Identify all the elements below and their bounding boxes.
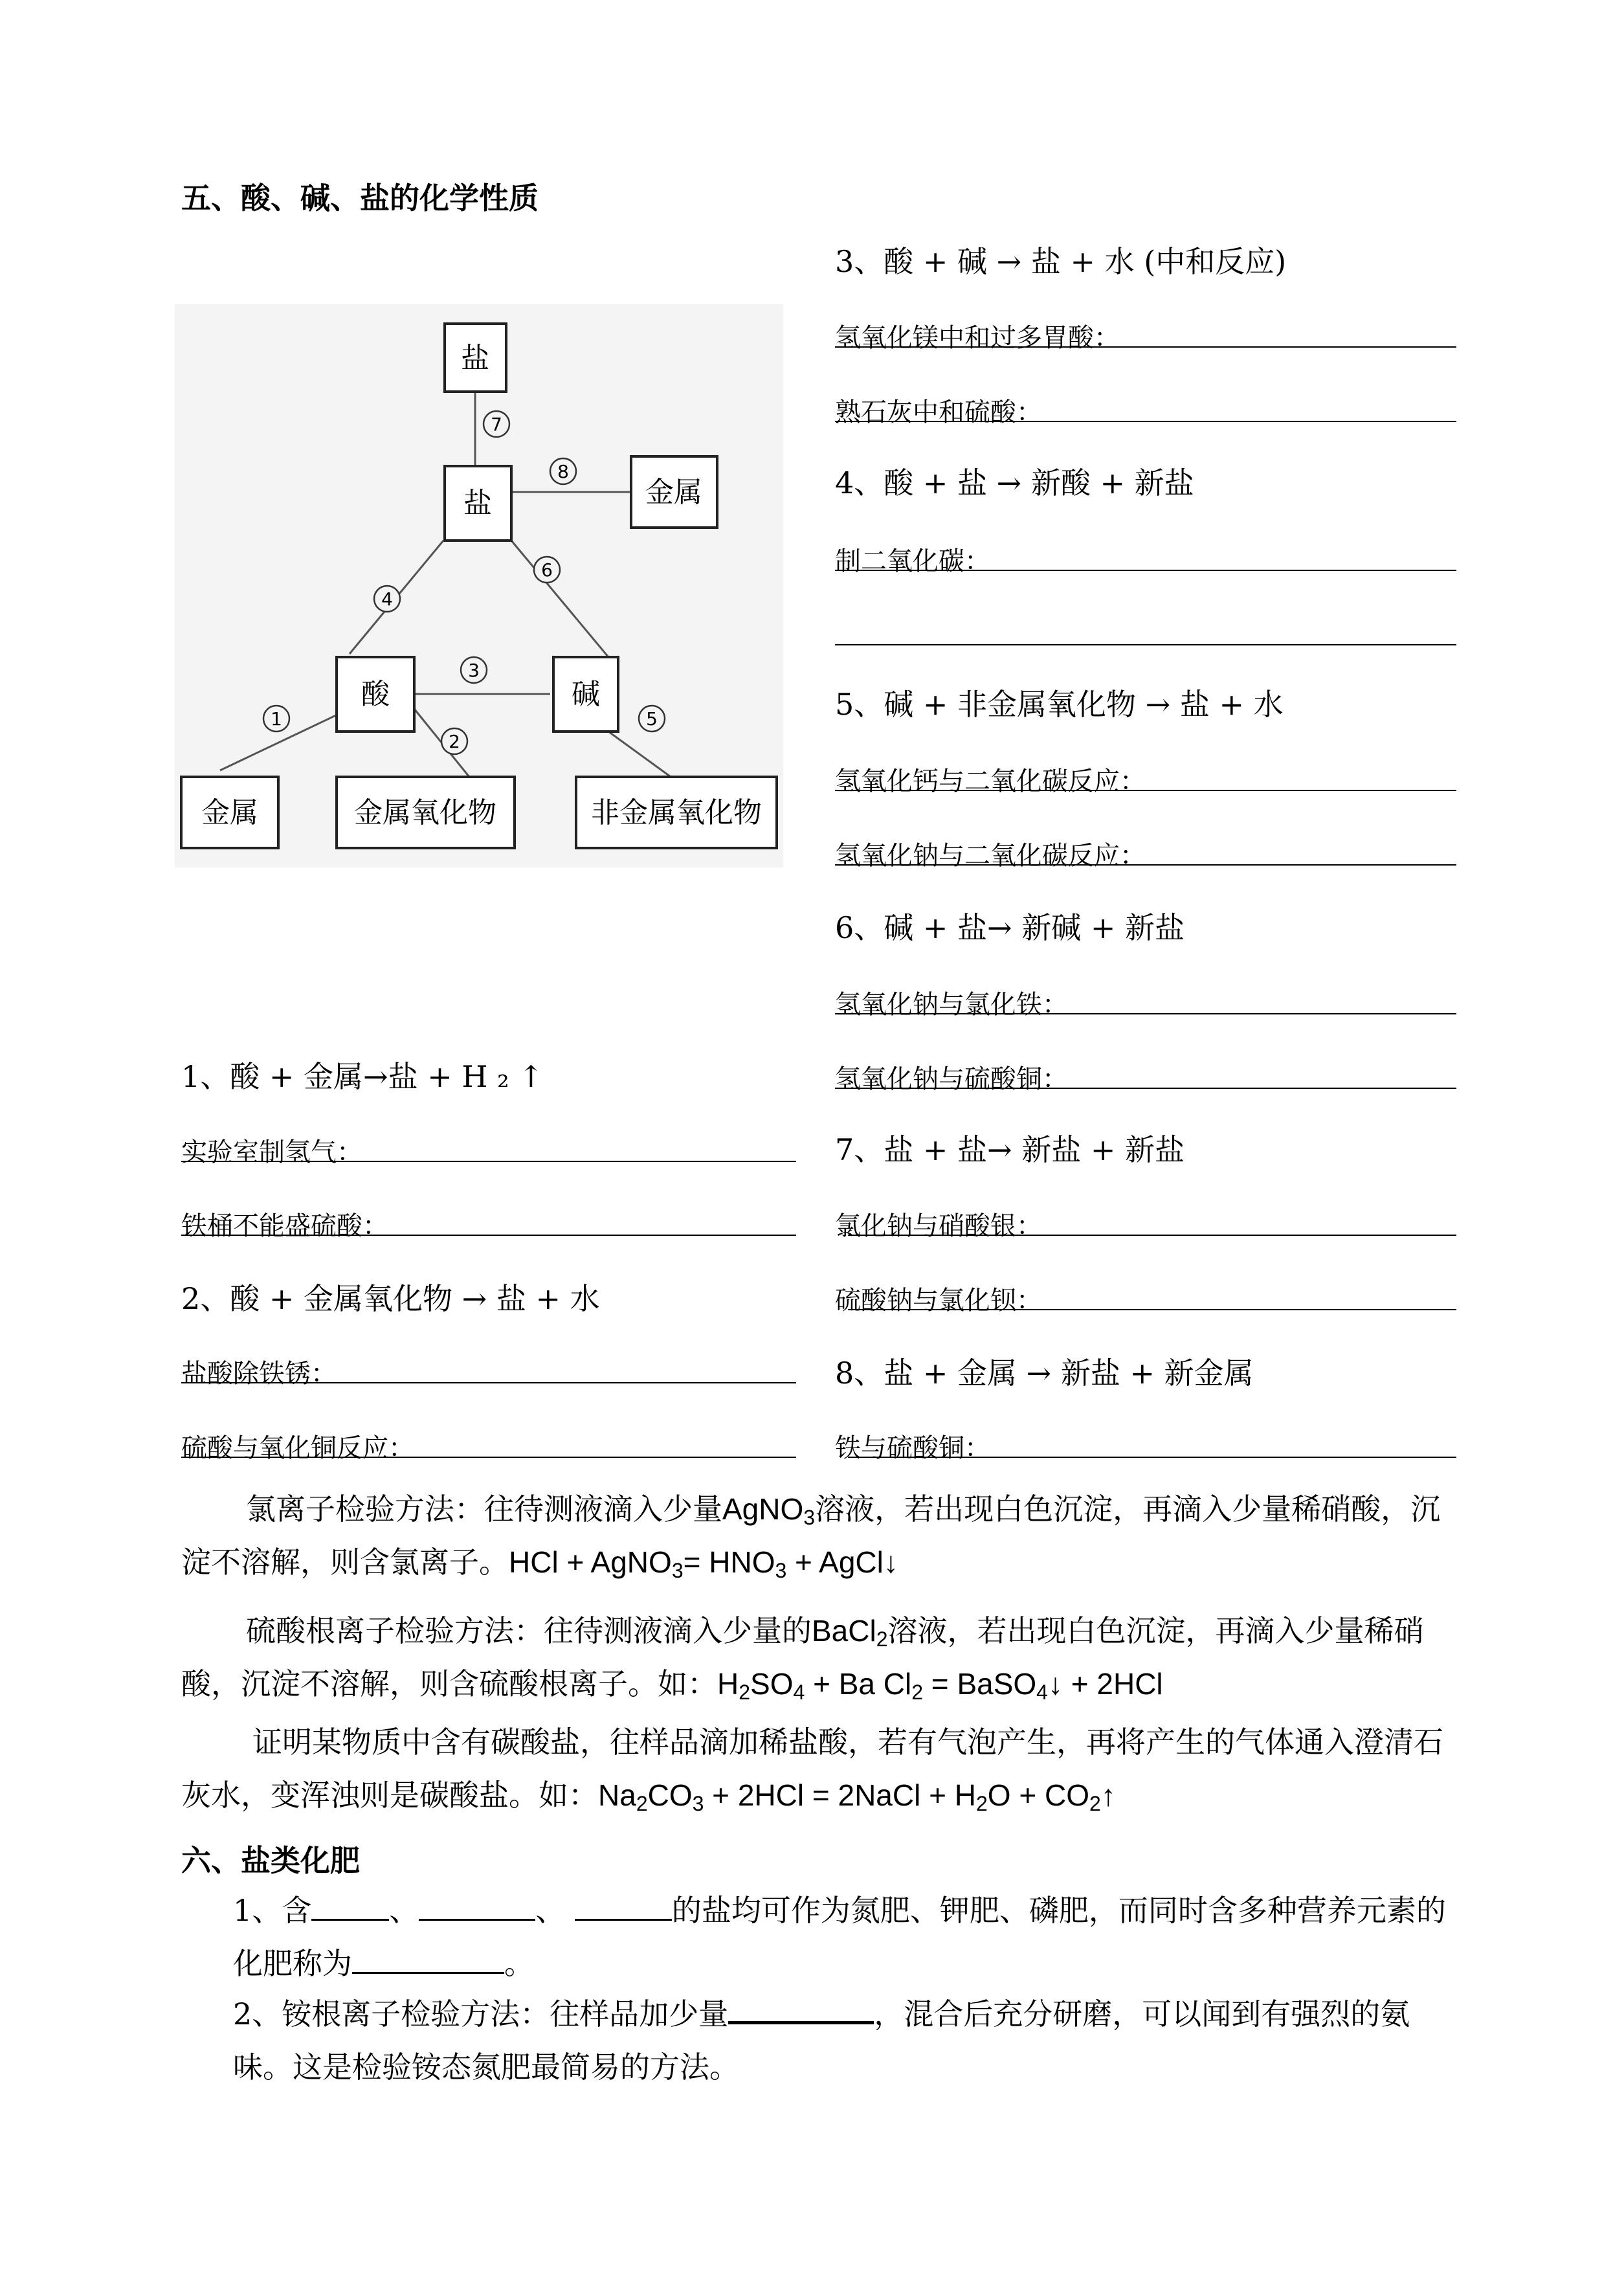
edge-number-6: 6 (541, 559, 553, 581)
exercise-label: 盐酸除铁锈： (181, 1359, 337, 1389)
edge-number-3: 3 (468, 660, 480, 681)
answer-line[interactable] (835, 864, 1456, 866)
label-metal-right: 金属 (645, 476, 702, 509)
edge-number-8: 8 (557, 461, 569, 482)
rule-3: 3、酸 + 碱 → 盐 + 水 (中和反应) (835, 244, 1287, 279)
answer-line[interactable] (181, 1235, 796, 1236)
exercise-label: 铁与硫酸铜： (835, 1433, 990, 1463)
exercise-label: 氢氧化钙与二氧化碳反应： (835, 766, 1146, 796)
label-metal-oxide: 金属氧化物 (354, 796, 496, 829)
edge-number-7: 7 (491, 414, 502, 435)
answer-line[interactable] (181, 1457, 796, 1458)
edge-number-1: 1 (271, 708, 282, 730)
label-salt-top: 盐 (461, 342, 489, 375)
rule-1: 1、酸 + 金属→盐 + H ₂ ↑ (181, 1059, 544, 1094)
rule-2: 2、酸 + 金属氧化物 → 盐 + 水 (181, 1281, 600, 1316)
rule-4: 4、酸 + 盐 → 新酸 + 新盐 (835, 465, 1194, 500)
rule-5: 5、碱 + 非金属氧化物 → 盐 + 水 (835, 687, 1284, 722)
answer-line[interactable] (835, 421, 1456, 422)
rule-8: 8、盐 + 金属 → 新盐 + 新金属 (835, 1356, 1254, 1391)
label-nonmetal-oxide: 非金属氧化物 (591, 796, 762, 829)
edge-number-5: 5 (646, 708, 658, 730)
blank-nitrogen[interactable] (311, 1890, 389, 1921)
blank-potassium[interactable] (419, 1890, 535, 1921)
label-acid: 酸 (361, 678, 390, 711)
answer-line[interactable] (835, 644, 1456, 645)
exercise-label: 硫酸钠与氯化钡： (835, 1286, 1042, 1315)
section6-title: 六、盐类化肥 (181, 1843, 360, 1878)
answer-line[interactable] (181, 1382, 796, 1383)
exercise-label: 氢氧化钠与硫酸铜： (835, 1064, 1068, 1094)
exercise-label: 铁桶不能盛硫酸： (181, 1211, 388, 1241)
exercise-label: 制二氧化碳： (835, 546, 990, 576)
answer-line[interactable] (835, 570, 1456, 571)
answer-line[interactable] (835, 790, 1456, 791)
edge-number-2: 2 (449, 731, 460, 752)
answer-line[interactable] (848, 1457, 1456, 1458)
ammonium-test-paragraph: 2、铵根离子检验方法：往样品加少量 ，混合后充分研磨，可以闻到有强烈的氨味。这是检验铵态氮肥最简易的方法。 (233, 1987, 1469, 2094)
acid-base-salt-diagram (175, 304, 783, 887)
blank-phosphorus[interactable] (575, 1890, 672, 1921)
answer-line[interactable] (835, 1088, 1456, 1089)
rule-7: 7、盐 + 盐→ 新盐 + 新盐 (835, 1132, 1185, 1167)
blank-reagent[interactable] (728, 1993, 874, 2024)
rule-6: 6、碱 + 盐→ 新碱 + 新盐 (835, 910, 1185, 945)
answer-line[interactable] (181, 1161, 796, 1162)
exercise-label: 氢氧化钠与二氧化碳反应： (835, 841, 1146, 871)
section5-title: 五、酸、碱、盐的化学性质 (181, 181, 539, 216)
answer-line[interactable] (835, 1013, 1456, 1014)
answer-line[interactable] (848, 1309, 1456, 1310)
exercise-label: 硫酸与氧化铜反应： (181, 1433, 414, 1463)
exercise-label: 氯化钠与硝酸银： (835, 1211, 1042, 1241)
exercise-label: 氢氧化镁中和过多胃酸： (835, 323, 1120, 353)
answer-line[interactable] (848, 1235, 1456, 1236)
fertilizer-paragraph: 1、含 、 、 的盐均可作为氮肥、钾肥、磷肥，而同时含多种营养元素的化肥称为 。 (233, 1884, 1469, 1990)
sulfate-test-paragraph: 硫酸根离子检验方法：往待测液滴入少量的BaCl$_2$溶液，若出现白色沉淀，再滴入少量稀硝酸，沉淀不溶解，则含硫酸根离子。如：$H_2SO_4 + Ba$ $Cl_2$ = BaSO$_4$↓ + 2HCl (181, 1613, 1424, 1704)
carbonate-test-paragraph: 证明某物质中含有碳酸盐，往样品滴加稀盐酸，若有气泡产生，再将产生的气体通入澄清石灰水，变浑浊则是碳酸盐。如：$Na_2CO_3 + 2HCl$ = 2NaCl + $H_2O$ + $CO_2↑$ (181, 1725, 1443, 1815)
answer-line[interactable] (835, 346, 1456, 348)
label-base: 碱 (572, 678, 600, 711)
label-metal: 金属 (201, 796, 258, 829)
chloride-test-paragraph: 氯离子检验方法：往待测液滴入少量AgNO$_3$溶液，若出现白色沉淀，再滴入少量稀硝酸，沉淀不溶解，则含氯离子。HCl + AgNO$_3$= $HNO_3$ + AgCl↓ (181, 1492, 1441, 1582)
edge-number-4: 4 (381, 588, 393, 610)
exercise-label: 熟石灰中和硫酸： (835, 397, 1042, 427)
label-salt: 盐 (463, 487, 492, 520)
exercise-label: 氢氧化钠与氯化铁： (835, 990, 1068, 1020)
blank-compound-fertilizer[interactable] (352, 1943, 504, 1974)
exercise-label: 实验室制氢气： (181, 1137, 362, 1167)
